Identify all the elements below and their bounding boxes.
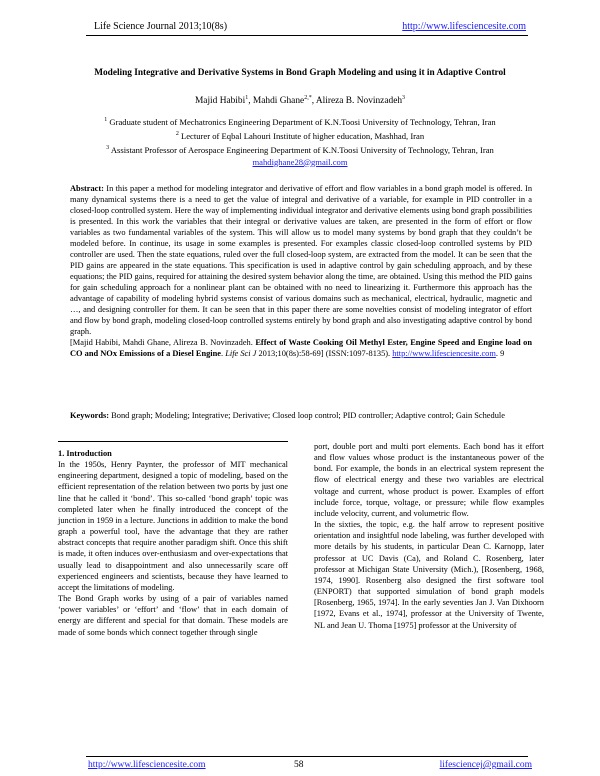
author-3: Alireza B. Novinzadeh (315, 96, 403, 107)
intro-paragraph-4: In the sixties, the topic, e.g. the half arrow to represent positive orientation and insightful node labeling, was further developed with more details by his students, in particular Dean C. Karnopp, later professor at UC Davis (Ca), and Roland C. Rosenberg, later professor at Michigan State University (Mich.), [Rosenberg, 1968, 1974, 1990]. Rosenberg also designed the first software tool (ENPORT) that supported simulation of bond graph models [Rosenberg, 1965, 1974]. In the early seventies Jan J. Van Dixhoorn [1972, Evans et al., 1974], professor at the University of Twente, NL and Jean U. Thoma [1975] professor at the University of (314, 520, 544, 630)
page-number: 58 (294, 760, 304, 770)
citation-details: 2013;10(8s):58-69] (ISSN:1097-8135). (258, 349, 391, 358)
keywords-text: Bond graph; Modeling; Integrative; Derivative; Closed loop control; PID controller; Adaptive control; Gain Schedule (111, 411, 505, 420)
affiliations (40, 114, 560, 168)
affiliation-1: $^1$ Graduate student of Mechatronics Engineering Department of K.N.Toosi University of Technology, Tehran, Iran (104, 116, 496, 127)
footer-url-link[interactable]: http://www.lifesciencesite.com (88, 760, 206, 770)
header-url-link[interactable]: http://www.lifesciencesite.com (402, 21, 526, 32)
corresponding-email-link[interactable]: mahdighane28@gmail.com (252, 156, 348, 167)
left-column (58, 441, 288, 638)
abstract-text: In this paper a method for modeling integrator and derivative of effort and flow variables in a bond graph model is offered. In many dynamical systems there is a need to get the value of integral and derivative of a variable, for example in PID controller in a closed-loop controlled system. Here the way of implementing individual integrator and derivative elements using bond graph possibilities is presented. In this work the variables that their integral or derivative values are taken, are presented in the form of effort or flow variables as two fundamental variables of the system. This will allow us to model many systems by bond graph that they couldn’t be modeled before. In continue, its usage in some examples is presented. For examples classic closed-loop controlled systems by PID controller are used. Then the state equations, ruled over the full closed-loop system, are extracted from the model. It can be seen that the PID gains are appeared in the state equations. This specification is used in adaptive control by gain scheduling approach, and by these equations; the PID gains, required for attaining the desired system behavior along the time, are obtained. Using this method the PID gains for gain scheduling approach for a nonlinear plant can be obtained with no need to linearizing it. Furthermore this approach has the advantage of capability of modeling hybrid systems consist of various domains such as mechanical, electrical, hydraulic, magnetic and …, and designing controller for them. It can be seen that in this paper there are some novelties consist of modeling integrator of effort and flow by bond graph, modeling closed-loop controlled systems entirely by bond graph and also investigating adaptive control by bond graph. (70, 184, 533, 336)
affiliation-2: $^2$ Lecturer of Eqbal Lahouri Institute of higher education, Mashhad, Iran (175, 130, 425, 141)
running-header (86, 20, 528, 36)
author-2: Mahdi Ghane (252, 96, 305, 107)
author-1: Majid Habibi (194, 96, 246, 107)
intro-paragraph-1: In the 1950s, Henry Paynter, the professor of MIT mechanical engineering department, designed a topic of modeling, based on the efficient representation of the relation between two ports by just one line that he called it ‘bond’. This so-called ‘bond graph’ topic was completed later when he finally introduced the concept of the junction in 1959 in a lecture. Junctions in addition to make the bond graph a powerful tool, have the advantage that they are rather abstract concepts that require another paradigm shift. Once this shift is made, it often induces over-enthusiasm and over-expectations that usually lead to disappointment and also unnecessarily scare off experienced engineers and scientists, because they have learned to accept the limitations of modeling. (58, 460, 288, 592)
intro-paragraph-3: port, double port and multi port elements. Each bond has it effort and flow values whose product is the instantaneous power of the bond. For example, the bonds in an electrical system represent the flow of electrical energy and these two variables are electrical voltage and current, whose product is power. Examples of effort include force, torque, voltage, or pressure; while flow examples include velocity, current, and volumetric flow. (314, 442, 544, 518)
journal-name: Life Science Journal 2013;10(8s) (94, 21, 228, 32)
section-heading-introduction: 1. Introduction (58, 449, 112, 458)
citation-title: Effect of Waste Cooking Oil Methyl Ester, Engine Speed and Engine load on CO and NOx Emissions of a Diesel Engine (70, 338, 533, 358)
citation-url-link[interactable]: http://www.lifesciencesite.com (392, 349, 496, 358)
footer-email-link[interactable]: lifesciencej@gmail.com (439, 760, 532, 770)
citation-number: . 9 (495, 349, 505, 358)
keywords (70, 410, 532, 421)
affiliation-3: $^3$ Assistant Professor of Aerospace Engineering Department of K.N.Toosi University of Technology, Tehran, Iran (106, 144, 494, 155)
citation-journal: Life Sci J (225, 349, 257, 358)
footer-divider (86, 756, 528, 757)
author-list: Majid Habibi$^1$, Mahdi Ghane$^{2,*}$, Alireza B. Novinzadeh$^3$ (194, 95, 406, 107)
abstract: Abstract: In this paper a method for modeling integrator and derivative of effort and flow variables in a bond graph model is offered. In many dynamical systems there is a need to get the value of integral and derivative of a variable, for example in PID controller in a closed-loop controlled system. Here the way of implementing individual integrator and derivative elements using bond graph possibilities is presented. In this work the variables that their integral or derivative values are taken, are presented in the form of effort or flow variables as two fundamental variables of the system. This will allow us to model many systems by bond graph that they couldn’t be modeled before. In continue, its usage in some examples is presented. For examples classic closed-loop controlled systems by PID controller are used. Then the state equations, ruled over the full closed-loop system, are extracted from the model. It can be seen that the PID gains are appeared in the state equations. This specification is used in adaptive control by gain scheduling approach, and by these equations; the PID gains, required for attaining the desired system behavior along the time, are obtained. Using this method the PID gains for gain scheduling approach for a nonlinear plant can be obtained with no need to linearizing it. Furthermore this approach has the advantage of capability of modeling hybrid systems consist of various domains such as mechanical, electrical, hydraulic, magnetic and …, and designing controller for them. It can be seen that in this paper there are some novelties consist of modeling integrator of effort and flow by bond graph, modeling closed-loop controlled systems entirely by bond graph and also investigating adaptive control by bond graph. [Majid Habibi, Mahdi Ghane, Alireza B. Novinzadeh. Effect of Waste Cooking Oil Methyl Ester, Engine Speed and Engine load on CO and NOx Emissions of a Diesel Engine. Life Sci J 2013;10(8s):58-69] (ISSN:1097-8135). http://www.lifesciencesite.com. 9 (70, 184, 533, 358)
paper-title: Modeling Integrative and Derivative Systems in Bond Graph Modeling and using it in Adaptive Control (94, 68, 506, 78)
running-footer (58, 760, 542, 772)
abstract-label: Abstract: (70, 184, 104, 193)
keywords-label: Keywords: (70, 411, 110, 420)
intro-paragraph-2: The Bond Graph works by using of a pair of variables named ‘power variables’ or ‘effort’ and ‘flow’ that in each domain of energy are different and special for that domain. These models are made of some bonds which connect together through single (58, 594, 288, 637)
citation-authors: [Majid Habibi, Mahdi Ghane, Alireza B. Novinzadeh. (70, 338, 253, 347)
right-column (314, 441, 544, 631)
